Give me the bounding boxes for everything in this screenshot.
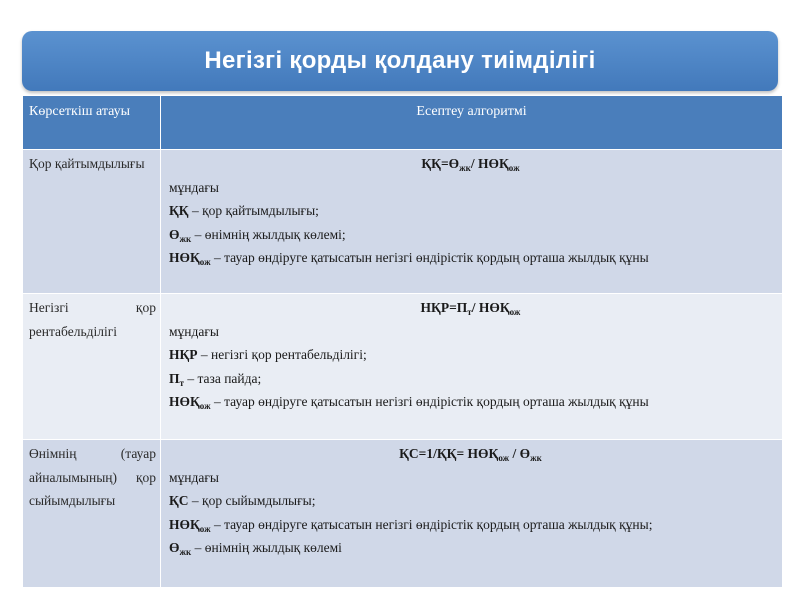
formula-part: / НӨҚ <box>471 300 510 315</box>
formula-part: ҚС=1/ҚҚ= НӨҚ <box>399 446 499 461</box>
definition-term: НӨҚ <box>169 250 200 265</box>
definition-subscript: жк <box>179 233 192 244</box>
definition <box>169 536 772 560</box>
definition-text: – тауар өндіруге қатысатын негізгі өндірістік қордың орташа жылдық құны <box>210 250 649 265</box>
definition <box>169 223 772 247</box>
title-banner <box>22 31 778 91</box>
definition-term: Ө <box>169 540 180 555</box>
formula-subscript: ож <box>508 163 520 173</box>
definition-term: ҚС <box>169 493 189 508</box>
where-label: мұндағы <box>169 323 219 339</box>
definition-subscript: жк <box>179 547 192 557</box>
page-title: Негізгі қорды қолдану тиімділігі <box>204 47 596 74</box>
definition-subscript: т <box>179 377 184 388</box>
formula <box>169 442 772 466</box>
where-label: мұндағы <box>169 179 219 195</box>
algorithm-cell <box>161 440 783 588</box>
formula-subscript: жк <box>530 453 542 463</box>
indicator-table <box>22 95 783 588</box>
algorithm-cell <box>161 294 783 440</box>
definition <box>169 343 772 367</box>
header-algorithm: Есептеу алгоритмі <box>161 96 783 150</box>
definition-text: – өнімнің жылдық көлемі; <box>191 226 346 242</box>
indicator-name: Қор қайтымдылығы <box>23 150 161 294</box>
algorithm-cell <box>161 150 783 294</box>
definition <box>169 513 772 537</box>
definition-text: – өнімнің жылдық көлемі <box>191 540 342 555</box>
definition <box>169 489 772 513</box>
definition <box>169 390 772 414</box>
formula <box>169 296 772 320</box>
table-row <box>23 150 783 294</box>
definition-term: ҚҚ <box>169 203 189 218</box>
definition-text: – тауар өндіруге қатысатын негізгі өндірістік қордың орташа жылдық құны; <box>210 516 653 532</box>
table-header-row <box>23 96 783 150</box>
definition-text: – таза пайда; <box>183 370 262 386</box>
formula-subscript: ож <box>509 307 521 317</box>
table-row <box>23 294 783 440</box>
where-label: мұндағы <box>169 469 219 485</box>
table-row <box>23 440 783 588</box>
formula <box>169 152 772 176</box>
formula-part: НҚР=П <box>420 300 468 315</box>
indicator-name: Негізгі қор рентабельділігі <box>23 294 161 440</box>
definition <box>169 367 772 391</box>
definition-term: П <box>169 370 180 386</box>
indicator-name: Өнімнің (тауар айналымының) қор сыйымдылығы <box>23 440 161 588</box>
header-indicator-name: Көрсеткіш атауы <box>23 96 161 150</box>
definition-subscript: ож <box>199 401 211 411</box>
definition-term: НӨҚ <box>169 516 200 532</box>
definition <box>169 199 772 223</box>
definition-term: НӨҚ <box>169 394 200 409</box>
definition-text: – қор қайтымдылығы; <box>188 203 319 218</box>
definition <box>169 246 772 270</box>
formula-subscript: т <box>467 307 472 317</box>
definition-text: – тауар өндіруге қатысатын негізгі өндірістік қордың орташа жылдық құны <box>210 394 649 409</box>
definition-subscript: ож <box>199 257 211 267</box>
formula-part: / НӨҚ <box>470 156 509 171</box>
definition-text: – қор сыйымдылығы; <box>188 493 316 508</box>
formula-part: / Ө <box>509 446 531 461</box>
definition-term: НҚР <box>169 347 198 362</box>
definition-text: – негізгі қор рентабельділігі; <box>197 347 367 362</box>
formula-subscript: ож <box>498 453 510 463</box>
definition-term: Ө <box>169 226 180 242</box>
formula-part: ҚҚ=Ө <box>421 156 460 171</box>
definition-subscript: ож <box>199 523 211 534</box>
formula-subscript: жк <box>459 163 471 173</box>
